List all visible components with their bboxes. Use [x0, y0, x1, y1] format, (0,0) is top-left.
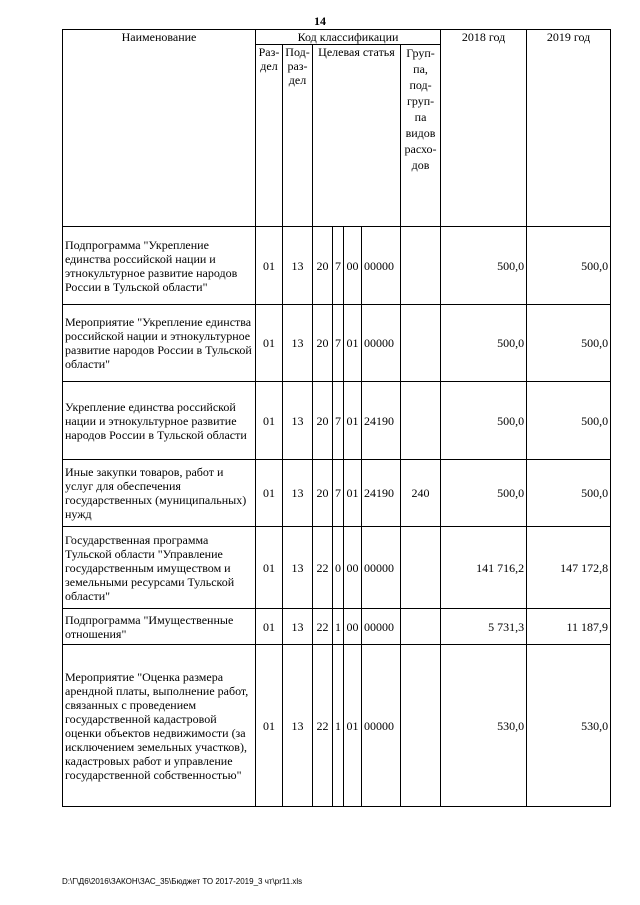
row-name: Государственная программа Тульской области "Управление государственным имуществом и земельными ресурсами Тульской области" [63, 527, 256, 609]
row-amount-2018: 141 716,2 [441, 527, 527, 609]
row-name: Мероприятие "Укрепление единства российской нации и этнокультурное развитие народов России в Тульской области" [63, 305, 256, 382]
table-row [63, 227, 611, 305]
row-group: 240 [401, 460, 441, 527]
row-section: 01 [256, 227, 283, 305]
row-amount-2018: 500,0 [441, 227, 527, 305]
row-section: 01 [256, 645, 283, 807]
row-target-4: 00000 [362, 609, 401, 645]
row-target-2: 1 [333, 645, 344, 807]
row-group [401, 645, 441, 807]
row-subsection: 13 [283, 227, 313, 305]
row-subsection: 13 [283, 460, 313, 527]
header-name: Наименование [63, 30, 256, 227]
row-amount-2018: 530,0 [441, 645, 527, 807]
row-name: Мероприятие "Оценка размера арендной платы, выполнение работ, связанных с проведением государственной кадастровой оценки объектов недвижимости (за исключением земельных участков), кадастровых работ и управление государственной собственностью" [63, 645, 256, 807]
row-name: Подпрограмма "Имущественные отношения" [63, 609, 256, 645]
table-row [63, 382, 611, 460]
row-target-3: 01 [344, 305, 362, 382]
row-subsection: 13 [283, 527, 313, 609]
row-subsection: 13 [283, 382, 313, 460]
row-name: Укрепление единства российской нации и этнокультурное развитие народов России в Тульской области [63, 382, 256, 460]
row-section: 01 [256, 305, 283, 382]
row-subsection: 13 [283, 609, 313, 645]
row-group [401, 527, 441, 609]
row-target-3: 01 [344, 382, 362, 460]
row-amount-2018: 500,0 [441, 382, 527, 460]
row-target-2: 1 [333, 609, 344, 645]
row-target-1: 20 [313, 460, 333, 527]
row-target-4: 24190 [362, 382, 401, 460]
row-target-1: 22 [313, 609, 333, 645]
table-row [63, 609, 611, 645]
header-classification-code: Код классификации [256, 30, 441, 45]
row-target-3: 01 [344, 460, 362, 527]
header-year-2018: 2018 год [441, 30, 527, 227]
row-amount-2019: 500,0 [527, 382, 611, 460]
row-subsection: 13 [283, 305, 313, 382]
row-target-2: 0 [333, 527, 344, 609]
row-target-4: 00000 [362, 227, 401, 305]
row-target-4: 24190 [362, 460, 401, 527]
row-target-1: 22 [313, 645, 333, 807]
row-target-3: 00 [344, 527, 362, 609]
row-group [401, 382, 441, 460]
row-amount-2019: 11 187,9 [527, 609, 611, 645]
row-target-3: 01 [344, 645, 362, 807]
budget-table [62, 29, 611, 807]
row-amount-2019: 147 172,8 [527, 527, 611, 609]
row-group [401, 305, 441, 382]
row-target-4: 00000 [362, 305, 401, 382]
header-subsection: Под- раз- дел [283, 45, 313, 227]
row-target-2: 7 [333, 382, 344, 460]
row-target-4: 00000 [362, 527, 401, 609]
row-amount-2019: 500,0 [527, 227, 611, 305]
row-target-2: 7 [333, 305, 344, 382]
row-target-4: 00000 [362, 645, 401, 807]
row-subsection: 13 [283, 645, 313, 807]
row-target-3: 00 [344, 227, 362, 305]
row-amount-2019: 500,0 [527, 460, 611, 527]
row-target-1: 20 [313, 305, 333, 382]
row-section: 01 [256, 609, 283, 645]
row-target-1: 22 [313, 527, 333, 609]
row-amount-2018: 500,0 [441, 305, 527, 382]
row-section: 01 [256, 382, 283, 460]
page-number: 14 [314, 14, 326, 28]
row-amount-2018: 5 731,3 [441, 609, 527, 645]
row-amount-2019: 500,0 [527, 305, 611, 382]
table-row [63, 645, 611, 807]
row-name: Иные закупки товаров, работ и услуг для обеспечения государственных (муниципальных) нужд [63, 460, 256, 527]
header-year-2019: 2019 год [527, 30, 611, 227]
row-group [401, 227, 441, 305]
row-target-2: 7 [333, 460, 344, 527]
table-row [63, 527, 611, 609]
table-row [63, 305, 611, 382]
row-section: 01 [256, 527, 283, 609]
row-group [401, 609, 441, 645]
row-section: 01 [256, 460, 283, 527]
row-target-3: 00 [344, 609, 362, 645]
row-target-2: 7 [333, 227, 344, 305]
row-amount-2019: 530,0 [527, 645, 611, 807]
header-expense-group: Груп- па, под- груп- па видов расхо- дов [401, 45, 441, 227]
row-target-1: 20 [313, 382, 333, 460]
row-name: Подпрограмма "Укрепление единства российской нации и этнокультурное развитие народов России в Тульской области" [63, 227, 256, 305]
row-target-1: 20 [313, 227, 333, 305]
header-target-article: Целевая статья [313, 45, 401, 227]
table-row [63, 460, 611, 527]
header-section: Раз- дел [256, 45, 283, 227]
row-amount-2018: 500,0 [441, 460, 527, 527]
file-path-footer: D:\Г\Д6\2016\ЗАКОН\ЗАС_35\Бюджет ТО 2017-2019_3 чт\pr11.xls [62, 877, 303, 886]
